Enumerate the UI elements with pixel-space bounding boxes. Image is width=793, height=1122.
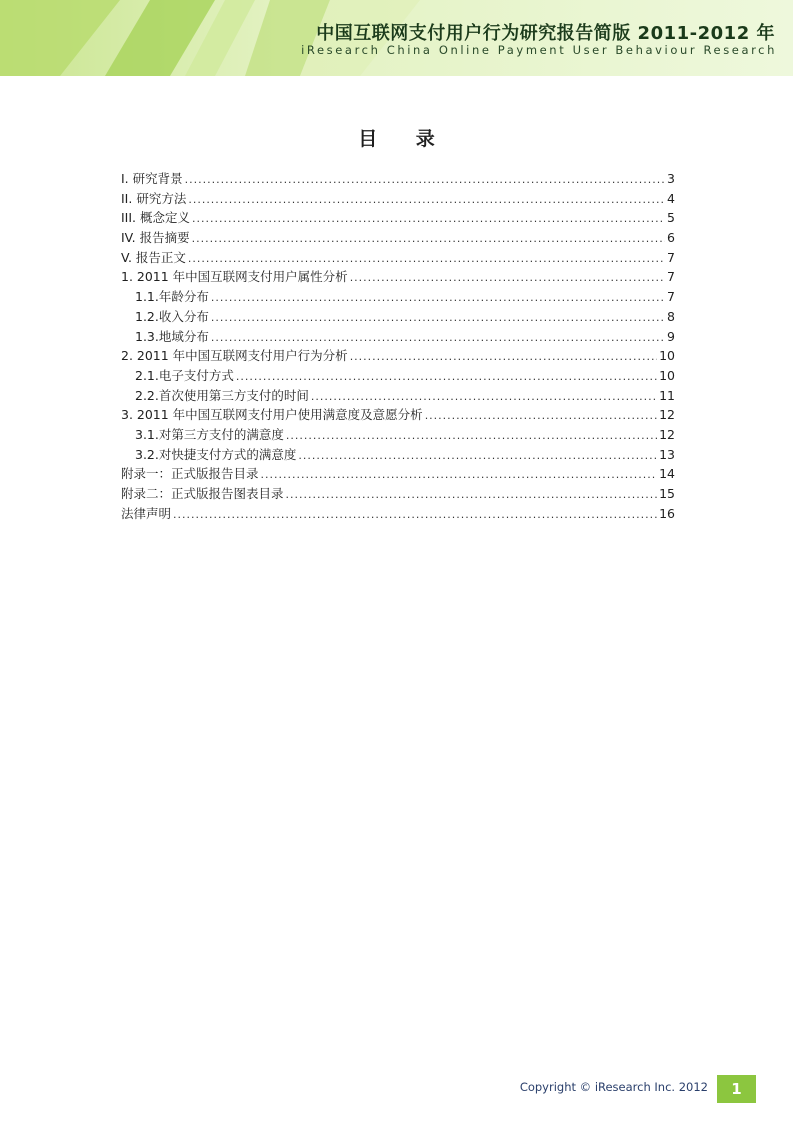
toc-leader-dots xyxy=(350,347,657,367)
toc-entry-page: 15 xyxy=(659,486,675,501)
toc-entry[interactable] xyxy=(121,484,675,504)
toc-leader-dots xyxy=(211,328,665,348)
toc-leader-dots xyxy=(286,426,657,446)
toc-entry-page: 5 xyxy=(667,210,675,226)
toc-entry-page: 3 xyxy=(667,171,675,186)
toc-entry-page: 12 xyxy=(659,407,675,423)
toc-entry-label: 附录一：正式版报告目录 xyxy=(121,466,259,482)
toc-entry[interactable] xyxy=(121,327,675,347)
toc-entry[interactable] xyxy=(121,445,675,465)
toc-leader-dots xyxy=(236,367,657,387)
toc-entry-page: 8 xyxy=(667,308,675,324)
toc-leader-dots xyxy=(188,249,665,269)
toc-entry-label: IV. 报告摘要 xyxy=(121,230,190,246)
toc-leader-dots xyxy=(173,505,657,525)
toc-entry-label: 1.3.地域分布 xyxy=(135,328,209,344)
toc-entry-page: 12 xyxy=(659,426,675,442)
toc-entry[interactable] xyxy=(121,464,675,484)
toc-entry-label: 3. 2011 年中国互联网支付用户使用满意度及意愿分析 xyxy=(121,407,423,423)
toc-entry-label: 法律声明 xyxy=(121,505,172,521)
toc-entry-page: 7 xyxy=(667,269,675,285)
toc-entry[interactable] xyxy=(121,346,675,366)
toc-entry-label: II. 研究方法 xyxy=(121,190,187,206)
toc-entry[interactable] xyxy=(121,366,675,386)
toc-entry[interactable] xyxy=(121,169,675,189)
toc-entry-page: 14 xyxy=(659,466,675,482)
toc-leader-dots xyxy=(185,170,665,190)
toc-entry-page: 10 xyxy=(659,348,675,364)
toc-entry[interactable] xyxy=(121,425,675,445)
toc-leader-dots xyxy=(188,190,665,210)
toc-entry-page: 7 xyxy=(667,249,675,265)
toc-leader-dots xyxy=(192,229,665,249)
toc-entry-page: 9 xyxy=(667,328,675,344)
toc-heading: 目 录 xyxy=(358,128,451,150)
toc-entry[interactable] xyxy=(121,405,675,425)
report-title: 中国互联网支付用户行为研究报告简版 2011-2012 年 xyxy=(316,23,775,44)
toc-entry-page: 11 xyxy=(659,387,675,403)
toc-entry-page: 10 xyxy=(659,367,675,383)
toc-leader-dots xyxy=(211,288,665,308)
toc-leader-dots xyxy=(192,209,665,229)
toc-entry-label: I. 研究背景 xyxy=(121,171,183,186)
toc-leader-dots xyxy=(425,406,657,426)
toc-leader-dots xyxy=(350,268,665,288)
copyright-notice: Copyright © iResearch Inc. 2012 xyxy=(519,1080,708,1094)
toc-entry[interactable] xyxy=(121,189,675,209)
toc-entry-label: 1.2.收入分布 xyxy=(135,308,209,324)
report-subtitle: iResearch China Online Payment User Behaviour Research xyxy=(301,43,777,57)
toc-entry[interactable] xyxy=(121,208,675,228)
toc-entry-page: 16 xyxy=(659,505,675,521)
toc-entry[interactable] xyxy=(121,307,675,327)
toc-entry-label: 1.1.年龄分布 xyxy=(135,289,209,305)
toc-leader-dots xyxy=(211,308,665,328)
page-header xyxy=(0,0,793,76)
toc-entry[interactable] xyxy=(121,504,675,524)
table-of-contents xyxy=(121,169,675,523)
toc-entry-page: 13 xyxy=(659,446,675,462)
toc-entry-label: III. 概念定义 xyxy=(121,210,191,226)
toc-entry[interactable] xyxy=(121,228,675,248)
toc-entry[interactable] xyxy=(121,248,675,268)
toc-entry-label: 3.1.对第三方支付的满意度 xyxy=(135,426,284,442)
toc-entry-page: 4 xyxy=(667,190,675,206)
toc-leader-dots xyxy=(286,485,658,505)
toc-entry[interactable] xyxy=(121,267,675,287)
toc-entry[interactable] xyxy=(121,287,675,307)
toc-entry-label: V. 报告正文 xyxy=(121,249,186,265)
toc-leader-dots xyxy=(261,465,658,485)
toc-entry-page: 7 xyxy=(667,289,675,305)
toc-entry[interactable] xyxy=(121,386,675,406)
toc-entry-page: 6 xyxy=(667,230,675,246)
toc-entry-label: 附录二：正式版报告图表目录 xyxy=(121,486,284,501)
toc-entry-label: 3.2.对快捷支付方式的满意度 xyxy=(135,446,297,462)
toc-leader-dots xyxy=(298,446,657,466)
toc-entry-label: 2. 2011 年中国互联网支付用户行为分析 xyxy=(121,348,348,364)
page-number-badge: 1 xyxy=(717,1075,756,1103)
toc-entry-label: 2.2.首次使用第三方支付的时间 xyxy=(135,387,309,403)
toc-entry-label: 2.1.电子支付方式 xyxy=(135,367,234,383)
toc-entry-label: 1. 2011 年中国互联网支付用户属性分析 xyxy=(121,269,348,285)
toc-leader-dots xyxy=(311,387,657,407)
